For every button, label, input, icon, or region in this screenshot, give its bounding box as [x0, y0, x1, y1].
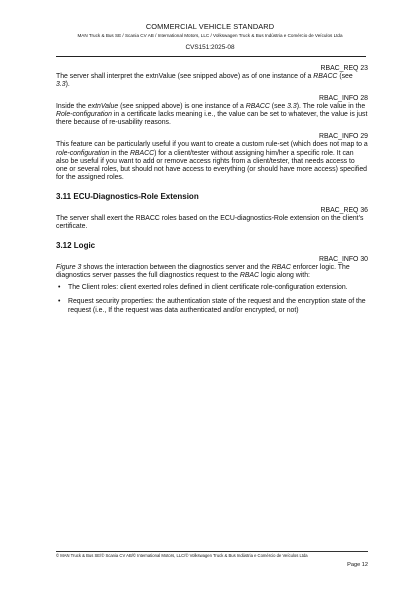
text-run: Inside the [56, 103, 88, 111]
document-id: CVS151:2025-08 [185, 44, 235, 51]
list-item [56, 298, 368, 314]
text-run-italic: role-configuration [56, 149, 110, 157]
list-item [56, 284, 368, 292]
list-item-text: The Client roles: client exerted roles defined in client certificate role-configuration extension. [68, 284, 348, 292]
list-item-text: Request security properties: the authentication state of the request and the encryption state of the request (i.e., If the request was data authenticated and/or encrypted, or not) [68, 298, 366, 314]
text-run-italic: RBACC [129, 149, 155, 157]
text-run: ). The role value in the [296, 103, 366, 111]
text-run-italic: RBACC [313, 73, 338, 80]
section-heading-3-11: 3.11 ECU-Diagnostics-Role Extension [56, 191, 199, 201]
footer-copyright: © MAN Truck & Bus SE/© Scania CV AB/© International Motors, LLC/© Volkswagen Truck & Bus Indústria e Comércio de Veículos Ltda [56, 553, 308, 558]
bullet-list [56, 284, 368, 314]
text-run: ). [65, 81, 70, 89]
header-divider [56, 56, 366, 57]
paragraph-rbac-info-30 [56, 264, 368, 280]
text-run-italic: RBAC [271, 264, 291, 272]
bullet-icon: • [58, 284, 61, 292]
requirement-id-rbac-req-23: RBAC_REQ 23 [320, 65, 368, 72]
figure-reference: Figure 3 [56, 264, 82, 272]
paragraph-rbac-info-29 [56, 141, 368, 181]
requirement-id-rbac-info-30: RBAC_INFO 30 [318, 256, 368, 264]
text-run-italic: extnValue [87, 103, 119, 111]
text-run: The server shall interpret the extnValue (see snipped above) as of one instance of a [56, 73, 314, 80]
text-run-italic: Role-configuration [56, 111, 112, 119]
requirement-id-rbac-info-28: RBAC_INFO 28 [318, 95, 368, 103]
requirement-id-rbac-req-36: RBAC_REQ 36 [320, 206, 368, 214]
text-run: in a certificate lacks meaning i.e., the value can be set to whatever, the value is just there because of re-usability reasons. [56, 111, 368, 127]
text-run: enforcer logic. The diagnostics server passes the full diagnostics request to the [56, 264, 350, 280]
paragraph-rbac-info-28 [56, 103, 368, 127]
section-reference: 3.3 [287, 103, 297, 111]
requirement-id-rbac-info-29: RBAC_INFO 29 [318, 133, 368, 141]
text-run: ) for a client/tester without assigning him/her a specific role. It can also be useful if you want to add or remove access rights from a client/tester, that needs access to one or several roles, but should not have access to everything (or should have more access) specified for the assigned roles. [56, 149, 368, 181]
section-heading-3-12: 3.12 Logic [56, 241, 96, 251]
footer-divider [56, 551, 368, 552]
text-run: This feature can be particularly useful if you want to create a custom rule-set (which does not map to a [56, 141, 368, 149]
header-title: COMMERCIAL VEHICLE STANDARD [145, 22, 275, 31]
page-content [56, 60, 368, 321]
paragraph-rbac-req-23 [56, 73, 368, 89]
page-number: Page 12 [347, 562, 368, 568]
text-run: shows the interaction between the diagnostics server and the [81, 264, 272, 272]
text-run: logic along with: [259, 272, 310, 280]
text-run: (see snipped above) is one instance of a [118, 103, 246, 111]
text-run: in the [109, 149, 130, 157]
header-subtitle: MAN Truck & Bus SE / Scania CV AB / International Motors, LLC / Volkswagen Truck & Bus Indústria e Comércio de Veículos Ltda [77, 33, 343, 38]
text-run-italic: RBACC [245, 103, 270, 111]
text-run: (see [337, 73, 353, 80]
bullet-icon: • [58, 298, 61, 306]
text-run-italic: RBAC [239, 272, 260, 280]
section-reference: 3.3 [56, 81, 66, 89]
page-header [0, 22, 420, 51]
paragraph-rbac-req-36 [56, 215, 368, 231]
text-run: The server shall exert the RBACC roles based on the ECU-diagnostics-Role extension on the client’s certificate. [56, 214, 364, 231]
text-run: (see [269, 103, 288, 111]
